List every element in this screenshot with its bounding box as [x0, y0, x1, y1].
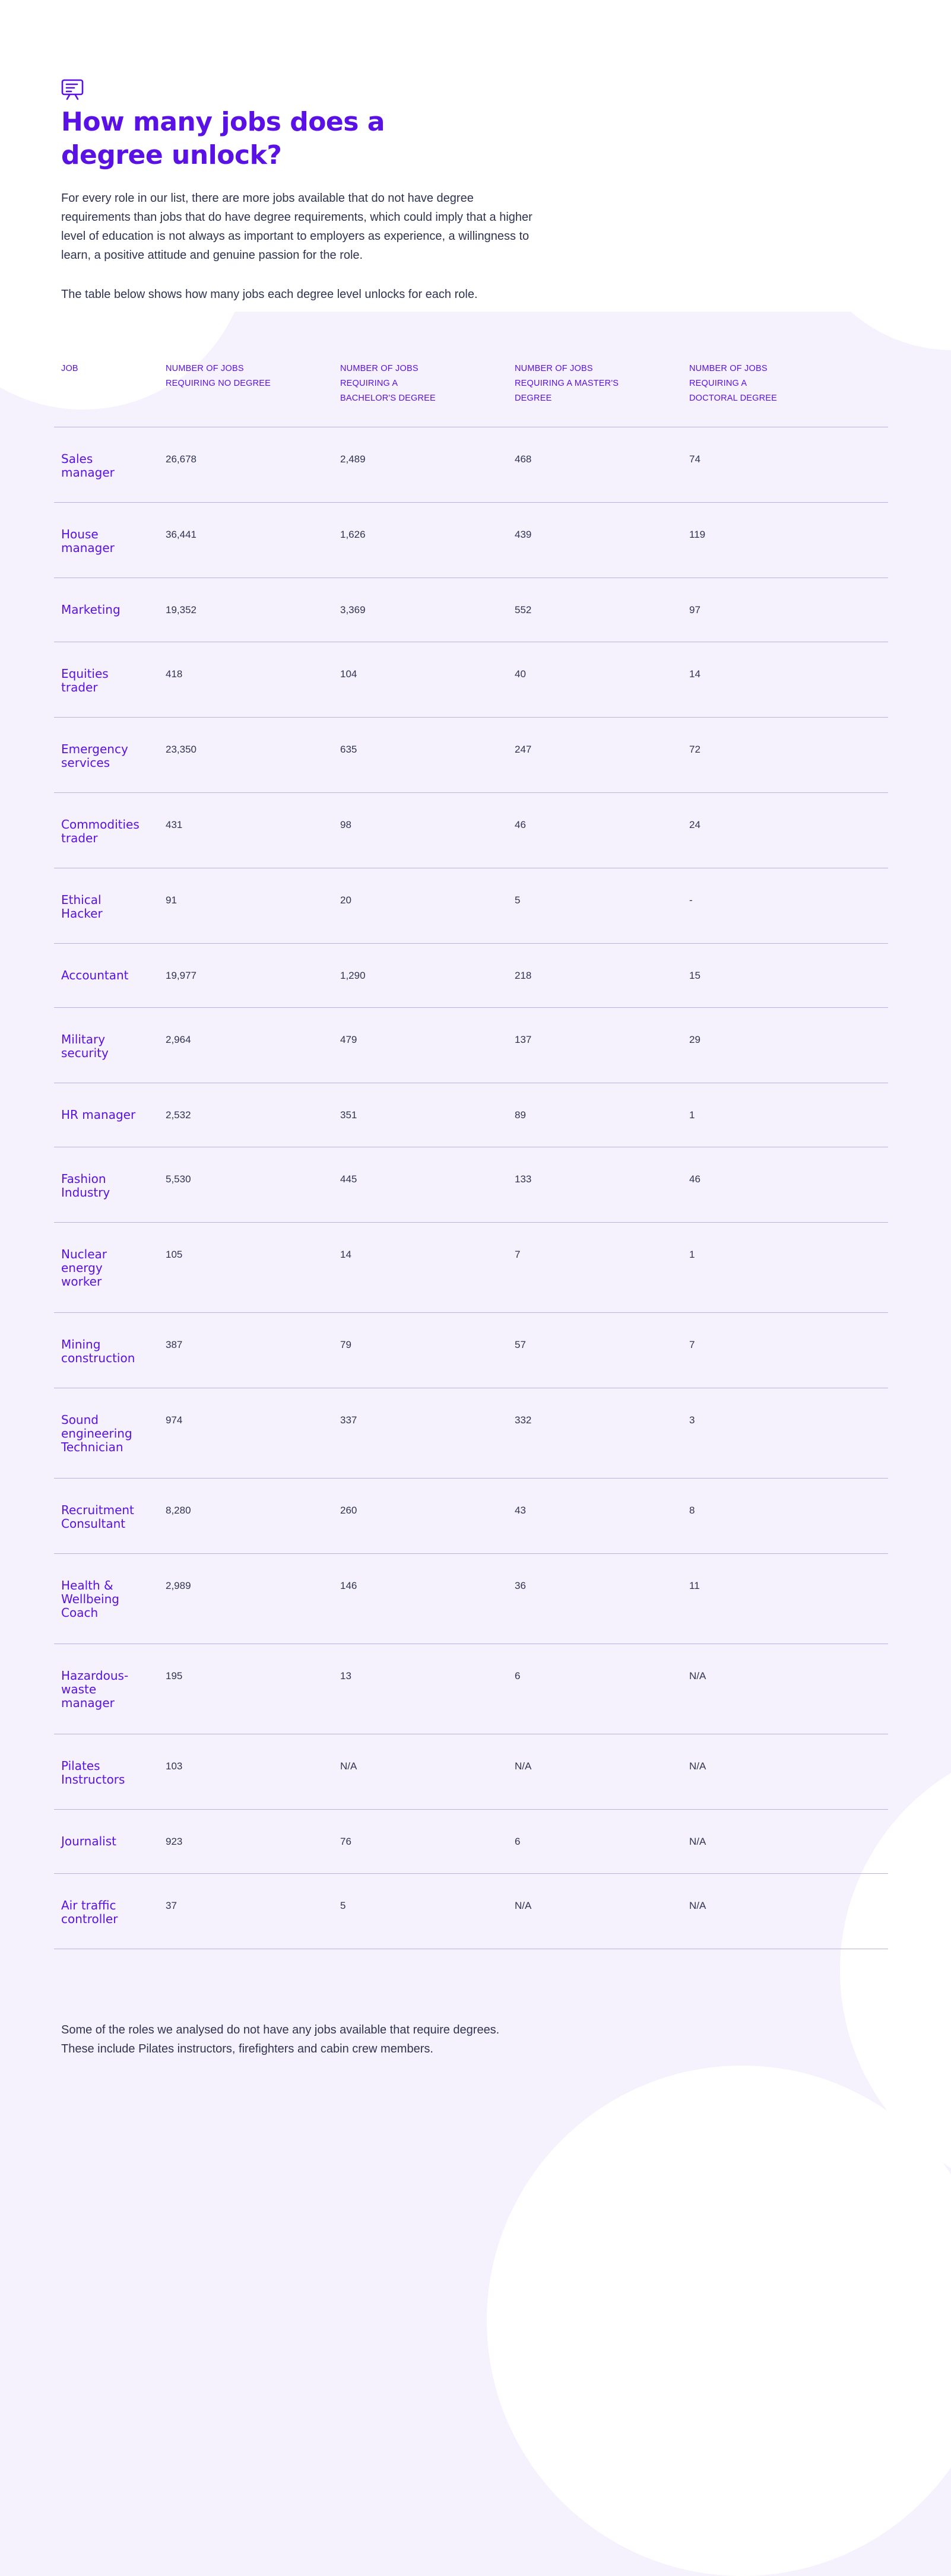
job-name-line: Journalist — [61, 1834, 116, 1848]
table-row — [54, 427, 888, 503]
value-cell: - — [689, 894, 693, 906]
table-row — [54, 578, 888, 642]
table-row — [54, 642, 888, 718]
value-cell: 29 — [689, 1034, 700, 1045]
value-cell: 552 — [515, 604, 532, 616]
job-cell — [54, 1554, 158, 1644]
value-cell: N/A — [689, 1900, 706, 1911]
value-cell: 7 — [689, 1339, 695, 1350]
job-name-line: Accountant — [61, 968, 129, 982]
job-name-line: Instructors — [61, 1772, 125, 1787]
job-name-line: Hacker — [61, 906, 103, 921]
job-name-line: Nuclear — [61, 1247, 107, 1261]
column-header — [508, 353, 682, 427]
job-name-line: controller — [61, 1912, 118, 1926]
job-name-line: manager — [61, 541, 115, 555]
intro-line: requirements than jobs that do have degree requirements, which could imply that a higher — [61, 211, 532, 224]
column-header — [682, 353, 857, 427]
value-cell: 104 — [340, 668, 357, 680]
value-cell: 1,290 — [340, 970, 366, 981]
table-row — [54, 1223, 888, 1313]
job-name-line: Mining — [61, 1337, 101, 1352]
job-cell — [54, 1810, 158, 1873]
job-cell — [54, 1734, 158, 1809]
job-cell — [54, 578, 158, 642]
job-cell — [54, 793, 158, 868]
value-cell: 40 — [515, 668, 526, 680]
job-name-line: Equities — [61, 667, 109, 681]
value-cell: 103 — [166, 1760, 183, 1772]
column-header-line: NUMBER OF JOBS — [515, 364, 593, 373]
value-cell: 2,532 — [166, 1109, 191, 1121]
value-cell: 5,530 — [166, 1173, 191, 1185]
value-cell: 57 — [515, 1339, 526, 1350]
value-cell: 3,369 — [340, 604, 366, 616]
job-name-line: manager — [61, 465, 115, 480]
value-cell: 332 — [515, 1414, 532, 1426]
column-header-line: REQUIRING A — [340, 379, 398, 388]
value-cell: 218 — [515, 970, 532, 981]
value-cell: N/A — [689, 1836, 706, 1847]
value-cell: 8,280 — [166, 1505, 191, 1516]
column-header-line: REQUIRING NO DEGREE — [166, 379, 271, 388]
job-name-line: Emergency — [61, 742, 128, 756]
job-name-line: House — [61, 527, 99, 541]
table-row — [54, 1479, 888, 1554]
value-cell: 8 — [689, 1505, 695, 1516]
value-cell: 105 — [166, 1249, 183, 1260]
column-header-line: DOCTORAL DEGREE — [689, 394, 778, 403]
job-name-line: Marketing — [61, 602, 121, 617]
job-name-line: trader — [61, 831, 98, 845]
table-note: The table below shows how many jobs each degree level unlocks for each role. — [61, 288, 478, 301]
job-name-line: services — [61, 756, 110, 770]
jobs-table — [54, 353, 888, 1949]
table-header-row — [54, 353, 888, 427]
column-header-line: NUMBER OF JOBS — [689, 364, 768, 373]
table-row — [54, 1083, 888, 1147]
value-cell: 337 — [340, 1414, 357, 1426]
value-cell: 14 — [689, 668, 700, 680]
value-cell: 119 — [689, 529, 706, 540]
value-cell: 2,989 — [166, 1580, 191, 1591]
job-name-line: Coach — [61, 1606, 99, 1620]
column-header — [333, 353, 508, 427]
value-cell: 2,489 — [340, 453, 366, 465]
column-header-line: DEGREE — [515, 394, 552, 403]
table-row — [54, 944, 888, 1008]
value-cell: 43 — [515, 1505, 526, 1516]
table-row — [54, 793, 888, 868]
table-row — [54, 1008, 888, 1083]
table-row — [54, 1810, 888, 1874]
table-row — [54, 503, 888, 578]
column-header-line: REQUIRING A — [689, 379, 747, 388]
footer-line: Some of the roles we analysed do not have any jobs available that require degrees. — [61, 2023, 500, 2036]
value-cell: 468 — [515, 453, 532, 465]
value-cell: 1 — [689, 1249, 695, 1260]
value-cell: N/A — [340, 1760, 357, 1772]
job-name-line: construction — [61, 1351, 135, 1365]
value-cell: 6 — [515, 1836, 521, 1847]
decorative-circle-bottom — [487, 2066, 951, 2576]
intro-line: learn, a positive attitude and genuine passion for the role. — [61, 249, 363, 262]
job-name-line: trader — [61, 680, 98, 694]
job-name-line: worker — [61, 1274, 102, 1289]
value-cell: 79 — [340, 1339, 351, 1350]
value-cell: 20 — [340, 894, 351, 906]
job-name-line: energy — [61, 1261, 103, 1275]
job-name-line: Wellbeing — [61, 1592, 119, 1606]
table-row — [54, 868, 888, 944]
value-cell: 13 — [340, 1670, 351, 1682]
table-row — [54, 1147, 888, 1223]
footer-note — [61, 2020, 655, 2058]
value-cell: 1 — [689, 1109, 695, 1121]
table-row — [54, 1874, 888, 1949]
value-cell: 36,441 — [166, 529, 196, 540]
job-cell — [54, 1388, 158, 1478]
column-header-line: NUMBER OF JOBS — [340, 364, 419, 373]
value-cell: 72 — [689, 744, 700, 755]
job-name-line: Technician — [61, 1440, 123, 1454]
job-name-line: Military — [61, 1032, 106, 1046]
value-cell: 19,977 — [166, 970, 196, 981]
job-cell — [54, 1313, 158, 1388]
value-cell: 439 — [515, 529, 532, 540]
value-cell: 1,626 — [340, 529, 366, 540]
value-cell: 5 — [340, 1900, 346, 1911]
page-title — [61, 106, 477, 172]
column-header — [158, 353, 333, 427]
value-cell: 91 — [166, 894, 177, 906]
column-header-line: JOB — [61, 364, 78, 373]
value-cell: 2,964 — [166, 1034, 191, 1045]
job-cell — [54, 503, 158, 578]
value-cell: N/A — [515, 1900, 532, 1911]
job-cell — [54, 642, 158, 717]
job-name-line: engineering — [61, 1426, 132, 1441]
intro-line: For every role in our list, there are more jobs available that do not have degree — [61, 192, 474, 205]
job-name-line: Health & — [61, 1578, 113, 1592]
value-cell: 24 — [689, 819, 700, 830]
table-row — [54, 1734, 888, 1810]
value-cell: 133 — [515, 1173, 532, 1185]
value-cell: 15 — [689, 970, 700, 981]
value-cell: 479 — [340, 1034, 357, 1045]
value-cell: 247 — [515, 744, 532, 755]
job-name-line: Industry — [61, 1185, 110, 1200]
job-cell — [54, 868, 158, 943]
table-row — [54, 718, 888, 793]
job-name-line: security — [61, 1046, 109, 1060]
value-cell: N/A — [689, 1760, 706, 1772]
job-cell — [54, 1083, 158, 1147]
job-cell — [54, 944, 158, 1007]
value-cell: 46 — [515, 819, 526, 830]
value-cell: 6 — [515, 1670, 521, 1682]
value-cell: 26,678 — [166, 453, 196, 465]
value-cell: 445 — [340, 1173, 357, 1185]
value-cell: 195 — [166, 1670, 183, 1682]
job-cell — [54, 1147, 158, 1222]
table-body — [54, 427, 888, 1949]
job-name-line: Commodities — [61, 817, 140, 832]
value-cell: 418 — [166, 668, 183, 680]
job-cell — [54, 718, 158, 792]
value-cell: 97 — [689, 604, 700, 616]
value-cell: N/A — [515, 1760, 532, 1772]
value-cell: 351 — [340, 1109, 357, 1121]
value-cell: 76 — [340, 1836, 351, 1847]
value-cell: 19,352 — [166, 604, 196, 616]
value-cell: 23,350 — [166, 744, 196, 755]
job-name-line: Hazardous- — [61, 1668, 129, 1683]
value-cell: 5 — [515, 894, 521, 906]
value-cell: 137 — [515, 1034, 532, 1045]
value-cell: 36 — [515, 1580, 526, 1591]
value-cell: 923 — [166, 1836, 183, 1847]
value-cell: 37 — [166, 1900, 177, 1911]
job-cell — [54, 1008, 158, 1083]
value-cell: 46 — [689, 1173, 700, 1185]
job-name-line: HR manager — [61, 1108, 136, 1122]
value-cell: 3 — [689, 1414, 695, 1426]
value-cell: 431 — [166, 819, 183, 830]
column-header — [54, 353, 158, 427]
value-cell: 7 — [515, 1249, 521, 1260]
value-cell: N/A — [689, 1670, 706, 1682]
presentation-board-icon — [61, 79, 85, 100]
column-header-line: REQUIRING A MASTER'S — [515, 379, 619, 388]
column-header-line: NUMBER OF JOBS — [166, 364, 244, 373]
job-cell — [54, 1223, 158, 1312]
intro-paragraph — [61, 189, 607, 265]
job-name-line: Fashion — [61, 1172, 106, 1186]
value-cell: 11 — [689, 1580, 700, 1591]
column-header-line: BACHELOR'S DEGREE — [340, 394, 436, 403]
table-row — [54, 1388, 888, 1479]
value-cell: 974 — [166, 1414, 183, 1426]
value-cell: 387 — [166, 1339, 183, 1350]
intro-line: level of education is not always as important to employers as experience, a willingness to — [61, 230, 530, 243]
value-cell: 635 — [340, 744, 357, 755]
value-cell: 98 — [340, 819, 351, 830]
job-name-line: manager — [61, 1696, 115, 1710]
page-title-line: How many jobs does a — [61, 107, 385, 137]
table-row — [54, 1313, 888, 1388]
value-cell: 89 — [515, 1109, 526, 1121]
job-cell — [54, 1644, 158, 1734]
job-name-line: Pilates — [61, 1759, 100, 1773]
job-name-line: waste — [61, 1682, 97, 1696]
table-row — [54, 1644, 888, 1734]
value-cell: 74 — [689, 453, 700, 465]
footer-line: These include Pilates instructors, firefighters and cabin crew members. — [61, 2042, 433, 2055]
value-cell: 260 — [340, 1505, 357, 1516]
page-title-line: degree unlock? — [61, 140, 282, 170]
job-cell — [54, 1874, 158, 1949]
value-cell: 14 — [340, 1249, 351, 1260]
job-name-line: Ethical — [61, 893, 102, 907]
job-name-line: Sales — [61, 452, 93, 466]
job-name-line: Sound — [61, 1413, 99, 1427]
job-name-line: Consultant — [61, 1517, 126, 1531]
job-cell — [54, 427, 158, 502]
job-name-line: Air traffic — [61, 1898, 116, 1912]
job-name-line: Recruitment — [61, 1503, 134, 1517]
table-row — [54, 1554, 888, 1644]
value-cell: 146 — [340, 1580, 357, 1591]
job-cell — [54, 1479, 158, 1553]
